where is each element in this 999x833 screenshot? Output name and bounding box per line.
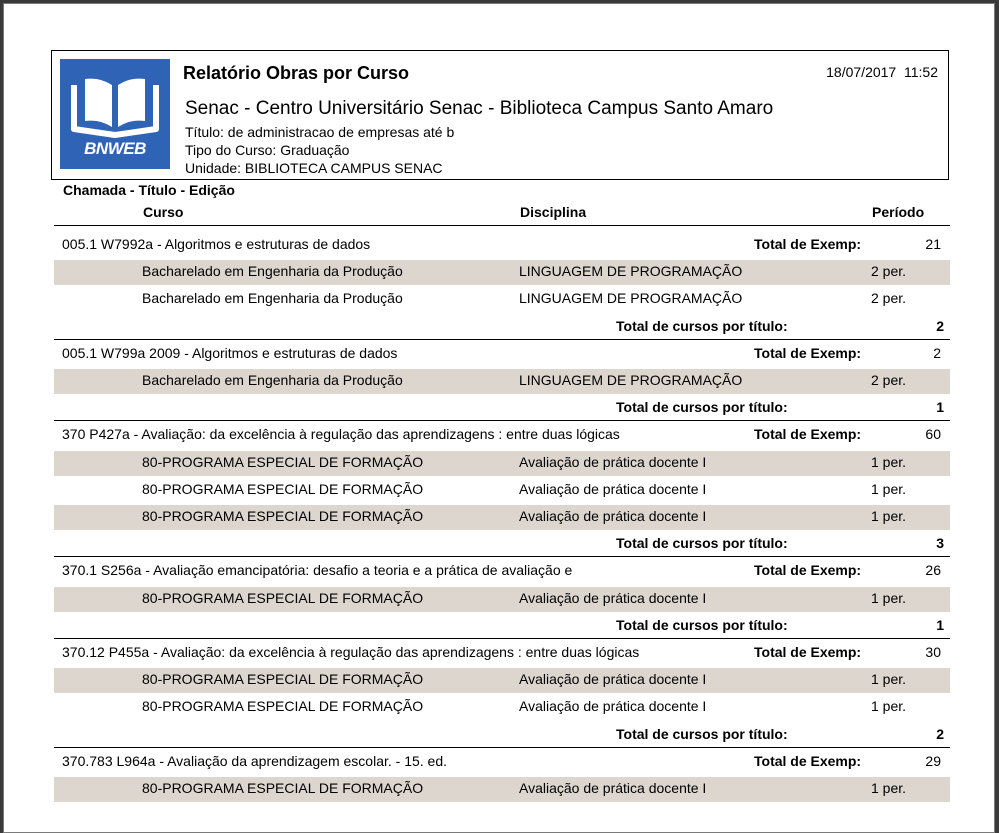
report-title: Relatório Obras por Curso (183, 63, 410, 83)
title-row (54, 641, 950, 666)
total-courses-row (54, 723, 950, 748)
total-exemp-value: 60 (925, 426, 941, 442)
column-heading-course: Curso (143, 204, 184, 220)
course-name: Bacharelado em Engenharia da Produção (142, 263, 403, 279)
total-exemp-label: Total de Exemp: (754, 426, 862, 442)
discipline-name: Avaliação de prática docente I (519, 671, 707, 687)
course-row (54, 451, 950, 476)
title-text: 005.1 W7992a - Algoritmos e estruturas de dados (62, 236, 371, 252)
course-row (54, 777, 950, 802)
course-row (54, 478, 950, 503)
column-heading-divider (54, 225, 950, 226)
logo-text: BNWEB (84, 139, 146, 158)
total-exemp-value: 21 (925, 236, 941, 252)
period-value: 1 per. (871, 481, 907, 497)
filter-unit: Unidade: BIBLIOTECA CAMPUS SENAC (185, 160, 443, 176)
total-exemp-label: Total de Exemp: (754, 753, 862, 769)
discipline-name: Avaliação de prática docente I (519, 698, 707, 714)
title-text: 370.12 P455a - Avaliação: da excelência à regulação das aprendizagens : entre duas lógicas (62, 644, 640, 660)
period-value: 1 per. (871, 508, 907, 524)
total-courses-row (54, 532, 950, 557)
course-row (54, 260, 950, 285)
title-row (54, 559, 950, 584)
report-date: 18/07/2017 (826, 64, 897, 80)
course-name: 80-PROGRAMA ESPECIAL DE FORMAÇÃO (142, 780, 424, 796)
period-value: 1 per. (871, 698, 907, 714)
total-exemp-label: Total de Exemp: (754, 562, 862, 578)
total-exemp-label: Total de Exemp: (754, 236, 862, 252)
title-row (54, 750, 950, 775)
course-name: 80-PROGRAMA ESPECIAL DE FORMAÇÃO (142, 508, 424, 524)
total-courses-label: Total de cursos por título: (616, 535, 788, 551)
period-value: 1 per. (871, 780, 907, 796)
title-row (54, 233, 950, 258)
period-value: 1 per. (871, 671, 907, 687)
title-text: 005.1 W799a 2009 - Algoritmos e estruturas de dados (62, 345, 398, 361)
course-name: 80-PROGRAMA ESPECIAL DE FORMAÇÃO (142, 590, 424, 606)
total-courses-label: Total de cursos por título: (616, 617, 788, 633)
course-name: 80-PROGRAMA ESPECIAL DE FORMAÇÃO (142, 671, 424, 687)
period-value: 2 per. (871, 263, 907, 279)
total-exemp-value: 2 (933, 345, 941, 361)
discipline-name: Avaliação de prática docente I (519, 780, 707, 796)
title-text: 370.1 S256a - Avaliação emancipatória: desafio a teoria e a prática de avaliação e (62, 562, 573, 578)
filter-course-type: Tipo do Curso: Graduação (185, 142, 350, 158)
course-name: 80-PROGRAMA ESPECIAL DE FORMAÇÃO (142, 481, 424, 497)
title-row (54, 342, 950, 367)
period-value: 2 per. (871, 290, 907, 306)
discipline-name: Avaliação de prática docente I (519, 454, 707, 470)
course-row (54, 587, 950, 612)
institution-name: Senac - Centro Universitário Senac - Biblioteca Campus Santo Amaro (185, 98, 774, 119)
total-courses-row (54, 396, 950, 421)
course-row (54, 668, 950, 693)
discipline-name: Avaliação de prática docente I (519, 508, 707, 524)
period-value: 2 per. (871, 372, 907, 388)
total-courses-row (54, 315, 950, 340)
course-row (54, 505, 950, 530)
discipline-name: Avaliação de prática docente I (519, 481, 707, 497)
course-name: Bacharelado em Engenharia da Produção (142, 372, 403, 388)
column-heading-call-title: Chamada - Título - Edição (63, 182, 235, 198)
title-text: 370 P427a - Avaliação: da excelência à regulação das aprendizagens : entre duas lógicas (62, 426, 620, 442)
total-courses-value: 2 (936, 726, 944, 742)
discipline-name: LINGUAGEM DE PROGRAMAÇÃO (519, 372, 743, 388)
total-courses-value: 2 (936, 318, 944, 334)
period-value: 1 per. (871, 590, 907, 606)
filter-title: Título: de administracao de empresas até b (185, 124, 455, 140)
report-time: 11:52 (904, 64, 938, 80)
report-datetime (826, 64, 938, 80)
report-page (3, 3, 995, 833)
bnweb-logo (60, 59, 170, 169)
total-courses-value: 1 (936, 617, 944, 633)
total-courses-label: Total de cursos por título: (616, 399, 788, 415)
total-exemp-label: Total de Exemp: (754, 644, 862, 660)
total-exemp-label: Total de Exemp: (754, 345, 862, 361)
title-text: 370.783 L964a - Avaliação da aprendizagem escolar. - 15. ed. (62, 753, 448, 769)
course-name: 80-PROGRAMA ESPECIAL DE FORMAÇÃO (142, 698, 424, 714)
course-row (54, 369, 950, 394)
discipline-name: LINGUAGEM DE PROGRAMAÇÃO (519, 290, 743, 306)
title-row (54, 423, 950, 448)
column-heading-period: Período (872, 204, 925, 220)
total-courses-label: Total de cursos por título: (616, 318, 788, 334)
discipline-name: LINGUAGEM DE PROGRAMAÇÃO (519, 263, 743, 279)
column-heading-discipline: Disciplina (520, 204, 587, 220)
total-courses-value: 1 (936, 399, 944, 415)
total-exemp-value: 26 (925, 562, 941, 578)
total-courses-row (54, 614, 950, 639)
total-courses-value: 3 (936, 535, 944, 551)
period-value: 1 per. (871, 454, 907, 470)
total-exemp-value: 29 (925, 753, 941, 769)
course-row (54, 695, 950, 720)
course-name: 80-PROGRAMA ESPECIAL DE FORMAÇÃO (142, 454, 424, 470)
discipline-name: Avaliação de prática docente I (519, 590, 707, 606)
report-header (51, 50, 949, 180)
total-courses-label: Total de cursos por título: (616, 726, 788, 742)
course-row (54, 287, 950, 312)
course-name: Bacharelado em Engenharia da Produção (142, 290, 403, 306)
total-exemp-value: 30 (925, 644, 941, 660)
